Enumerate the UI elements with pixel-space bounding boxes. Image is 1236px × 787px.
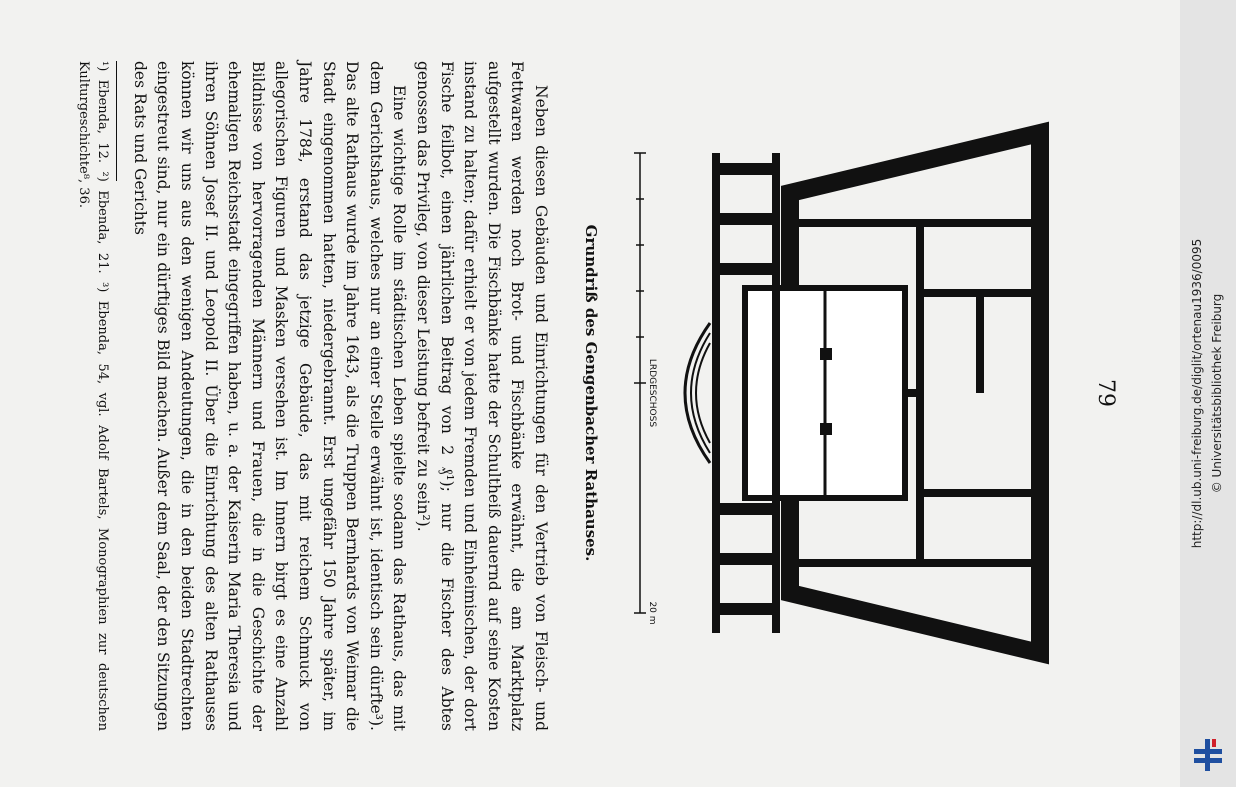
footnote-rule: [116, 61, 117, 181]
paragraph-1: Neben diesen Gebäuden und Einrichtungen für den Vertrieb von Fleisch- und Fettwaren werden noch Brot- und Fischbänke erwähnt, die am Marktplatz aufgestellt wurden. Die Fischbänke hatte der Schultheiß dauernd auf seine Kosten instand zu halten; dafür erhielt er von jedem Fremden und Einheimischen, der dort Fische feilbot, einen jährlichen Beitrag von 2 ₰¹); nur die Fischer des Abtes genossen das Privileg, von dieser Leistung befreit zu sein²).: [414, 61, 550, 731]
page-number: 79: [1093, 379, 1118, 407]
library-sidebar: [1180, 0, 1236, 787]
ub-freiburg-logo-icon: [1190, 735, 1226, 775]
paragraph-2: Eine wichtige Rolle im städtischen Leben spielte sodann das Rathaus, das mit dem Gerichtshaus, welches nur an einer Stelle erwähnt ist, identisch sein dürfte³). Das alte Rathaus wurde im Jahre 1643, als die Truppen Bernhards von Weimar die Stadt eingenommen hatten, niedergebrannt. Erst ungefähr 150 Jahre später, im Jahre 1784, erstand das jetzige Gebäude, das mit reichem Schmuck von allegorischen Figuren und Masken versehen ist. Im Innern birgt es eine Anzahl Bildnisse von hervorragenden Männern und Frauen, die in die Geschichte der ehemaligen Reichsstadt eingegriffen haben, u. a. der Kaiserin Maria Theresia und ihren Söhnen Josef II. und Leopold II. Über die Einrichtung des alten Rathauses können wir uns aus den wenigen Andeutungen, die in den beiden Stadtrechten eingestreut sind, nur ein dürftiges Bild machen. Außer dem Saal, der den Sitzungen des Rats und Gerichts: [130, 61, 409, 731]
page-content: [60, 23, 1120, 763]
body-text: [127, 61, 552, 731]
footnotes: ¹) Ebenda, 12. ²) Ebenda, 21. ³) Ebenda, 54, vgl. Adolf Bartels, Monographien zur deutschen Kulturgeschichte⁸, 36.: [76, 61, 110, 731]
figure-caption: Grundriß des Gengenbacher Rathauses.: [582, 224, 600, 562]
scale-bar: [634, 153, 646, 613]
source-url[interactable]: http://dl.ub.uni-freiburg.de/diglit/ortenau1936/0095: [1190, 238, 1204, 549]
scale-label: LRDGESCHOSS: [647, 358, 657, 428]
copyright-notice: © Universitätsbibliothek Freiburg: [1210, 293, 1224, 494]
scale-end-label: 20 m: [647, 601, 657, 625]
floor-plan: [600, 93, 1120, 693]
